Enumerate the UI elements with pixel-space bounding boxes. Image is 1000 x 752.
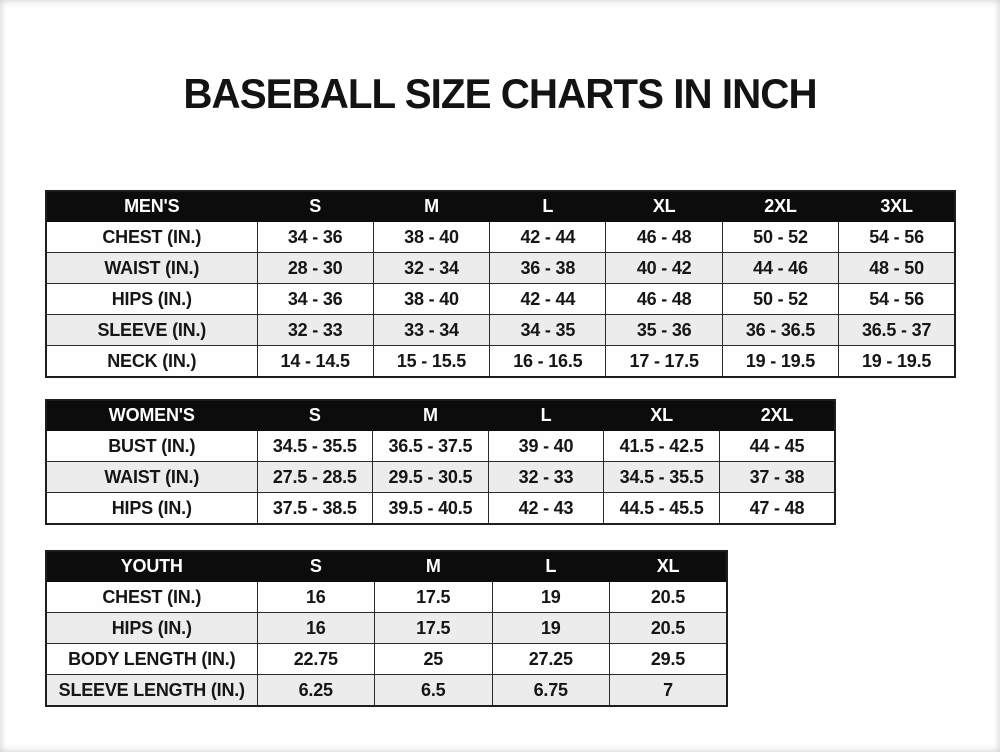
size-value-cell: 22.75 xyxy=(257,644,375,675)
size-value-cell: 32 - 33 xyxy=(488,462,604,493)
size-value-cell: 16 xyxy=(257,613,375,644)
size-value-cell: 37 - 38 xyxy=(719,462,835,493)
table-row xyxy=(46,613,727,644)
size-value-cell: 20.5 xyxy=(610,613,728,644)
size-value-cell: 14 - 14.5 xyxy=(257,346,373,378)
size-value-cell: 36.5 - 37 xyxy=(839,315,955,346)
size-value-cell: 34 - 35 xyxy=(490,315,606,346)
size-value-cell: 19 xyxy=(492,582,610,613)
size-value-cell: 17.5 xyxy=(375,613,493,644)
size-column-header: L xyxy=(490,191,606,222)
size-value-cell: 46 - 48 xyxy=(606,284,722,315)
size-value-cell: 38 - 40 xyxy=(373,284,489,315)
size-value-cell: 38 - 40 xyxy=(373,222,489,253)
size-value-cell: 19 - 19.5 xyxy=(839,346,955,378)
size-column-header: 3XL xyxy=(839,191,955,222)
size-column-header: XL xyxy=(610,551,728,582)
size-value-cell: 47 - 48 xyxy=(719,493,835,525)
row-label-cell: CHEST (IN.) xyxy=(46,222,257,253)
size-value-cell: 54 - 56 xyxy=(839,222,955,253)
row-label-cell: HIPS (IN.) xyxy=(46,284,257,315)
size-value-cell: 42 - 44 xyxy=(490,222,606,253)
table-header-row xyxy=(46,551,727,582)
size-value-cell: 27.5 - 28.5 xyxy=(257,462,373,493)
size-value-cell: 32 - 33 xyxy=(257,315,373,346)
size-column-header: XL xyxy=(604,400,720,431)
table-row xyxy=(46,222,955,253)
row-label-cell: CHEST (IN.) xyxy=(46,582,257,613)
size-column-header: 2XL xyxy=(719,400,835,431)
row-label-cell: SLEEVE LENGTH (IN.) xyxy=(46,675,257,707)
table-row xyxy=(46,284,955,315)
page-title: BASEBALL SIZE CHARTS IN INCH xyxy=(183,70,817,117)
table-row xyxy=(46,346,955,378)
size-value-cell: 29.5 xyxy=(610,644,728,675)
row-label-cell: NECK (IN.) xyxy=(46,346,257,378)
size-value-cell: 46 - 48 xyxy=(606,222,722,253)
size-value-cell: 41.5 - 42.5 xyxy=(604,431,720,462)
size-value-cell: 19 - 19.5 xyxy=(722,346,838,378)
table-title-cell: YOUTH xyxy=(46,551,257,582)
size-column-header: M xyxy=(375,551,493,582)
size-column-header: XL xyxy=(606,191,722,222)
size-value-cell: 17.5 xyxy=(375,582,493,613)
size-value-cell: 34.5 - 35.5 xyxy=(257,431,373,462)
table-title-cell: MEN'S xyxy=(46,191,257,222)
size-value-cell: 27.25 xyxy=(492,644,610,675)
size-value-cell: 16 - 16.5 xyxy=(490,346,606,378)
size-value-cell: 44.5 - 45.5 xyxy=(604,493,720,525)
table-row xyxy=(46,462,835,493)
table-row xyxy=(46,253,955,284)
table-header-row xyxy=(46,191,955,222)
size-value-cell: 16 xyxy=(257,582,375,613)
table-row xyxy=(46,644,727,675)
size-value-cell: 32 - 34 xyxy=(373,253,489,284)
size-value-cell: 50 - 52 xyxy=(722,284,838,315)
row-label-cell: SLEEVE (IN.) xyxy=(46,315,257,346)
size-value-cell: 17 - 17.5 xyxy=(606,346,722,378)
size-column-header: L xyxy=(492,551,610,582)
size-value-cell: 42 - 43 xyxy=(488,493,604,525)
size-value-cell: 20.5 xyxy=(610,582,728,613)
size-value-cell: 42 - 44 xyxy=(490,284,606,315)
size-value-cell: 29.5 - 30.5 xyxy=(373,462,489,493)
size-value-cell: 15 - 15.5 xyxy=(373,346,489,378)
table-row xyxy=(46,431,835,462)
size-value-cell: 19 xyxy=(492,613,610,644)
row-label-cell: HIPS (IN.) xyxy=(46,613,257,644)
size-value-cell: 6.25 xyxy=(257,675,375,707)
table-row xyxy=(46,582,727,613)
size-value-cell: 36 - 38 xyxy=(490,253,606,284)
table-row xyxy=(46,315,955,346)
youth-size-table xyxy=(45,550,728,707)
mens-size-table xyxy=(45,190,956,378)
size-value-cell: 54 - 56 xyxy=(839,284,955,315)
size-value-cell: 33 - 34 xyxy=(373,315,489,346)
size-value-cell: 50 - 52 xyxy=(722,222,838,253)
table-row xyxy=(46,675,727,707)
size-column-header: S xyxy=(257,400,373,431)
size-column-header: M xyxy=(373,400,489,431)
size-value-cell: 36 - 36.5 xyxy=(722,315,838,346)
row-label-cell: HIPS (IN.) xyxy=(46,493,257,525)
size-value-cell: 39.5 - 40.5 xyxy=(373,493,489,525)
size-value-cell: 40 - 42 xyxy=(606,253,722,284)
size-column-header: S xyxy=(257,191,373,222)
size-column-header: 2XL xyxy=(722,191,838,222)
row-label-cell: BUST (IN.) xyxy=(46,431,257,462)
size-value-cell: 37.5 - 38.5 xyxy=(257,493,373,525)
size-value-cell: 34 - 36 xyxy=(257,284,373,315)
size-value-cell: 44 - 45 xyxy=(719,431,835,462)
size-value-cell: 48 - 50 xyxy=(839,253,955,284)
size-value-cell: 25 xyxy=(375,644,493,675)
row-label-cell: WAIST (IN.) xyxy=(46,462,257,493)
row-label-cell: WAIST (IN.) xyxy=(46,253,257,284)
size-value-cell: 34.5 - 35.5 xyxy=(604,462,720,493)
size-value-cell: 44 - 46 xyxy=(722,253,838,284)
size-value-cell: 34 - 36 xyxy=(257,222,373,253)
table-header-row xyxy=(46,400,835,431)
size-value-cell: 35 - 36 xyxy=(606,315,722,346)
size-column-header: M xyxy=(373,191,489,222)
size-column-header: L xyxy=(488,400,604,431)
womens-size-table xyxy=(45,399,836,525)
size-column-header: S xyxy=(257,551,375,582)
size-value-cell: 39 - 40 xyxy=(488,431,604,462)
size-value-cell: 36.5 - 37.5 xyxy=(373,431,489,462)
table-row xyxy=(46,493,835,525)
size-value-cell: 6.5 xyxy=(375,675,493,707)
size-value-cell: 6.75 xyxy=(492,675,610,707)
size-value-cell: 7 xyxy=(610,675,728,707)
table-title-cell: WOMEN'S xyxy=(46,400,257,431)
row-label-cell: BODY LENGTH (IN.) xyxy=(46,644,257,675)
size-value-cell: 28 - 30 xyxy=(257,253,373,284)
